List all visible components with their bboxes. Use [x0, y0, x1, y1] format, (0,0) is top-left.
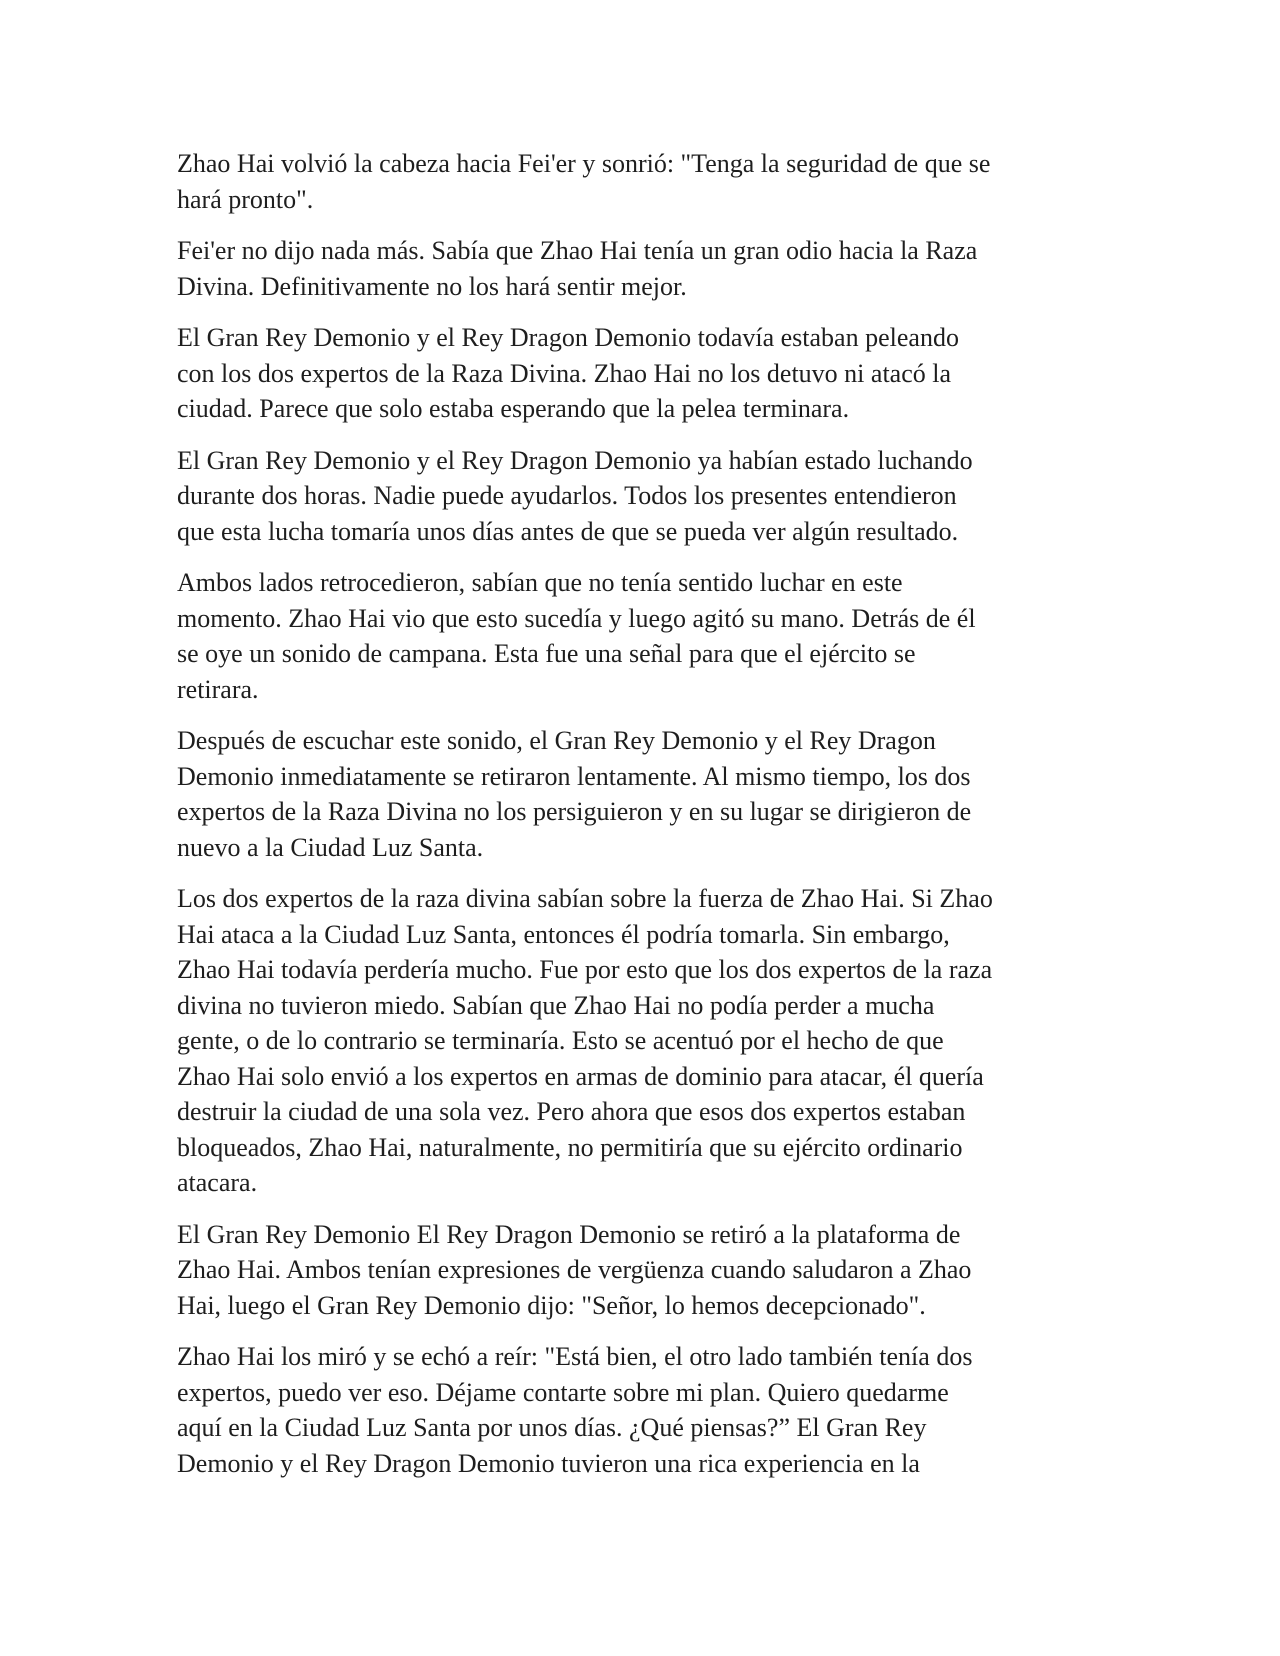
text-body [177, 146, 1107, 1497]
paragraph-5: Ambos lados retrocedieron, sabían que no tenía sentido luchar en este momento. Zhao Hai vio que esto sucedía y luego agitó su mano. Detrás de él se oye un sonido de campana. Esta fue una señal para que el ejército se retirara. [177, 568, 976, 704]
paragraph-4: El Gran Rey Demonio y el Rey Dragon Demonio ya habían estado luchando durante dos horas. Nadie puede ayudarlos. Todos los presentes entendieron que esta lucha tomaría unos días antes de que se pueda ver algún resultado. [177, 445, 973, 546]
paragraph-9: Zhao Hai los miró y se echó a reír: "Está bien, el otro lado también tenía dos expertos, puedo ver eso. Déjame contarte sobre mi plan. Quiero quedarme aquí en la Ciudad Luz Santa por unos días. ¿Qué piensas?” El Gran Rey Demonio y el Rey Dragon Demonio tuvieron una rica experiencia en la [177, 1342, 973, 1478]
paragraph-6: Después de escuchar este sonido, el Gran Rey Demonio y el Rey Dragon Demonio inmediatamente se retiraron lentamente. Al mismo tiempo, los dos expertos de la Raza Divina no los persiguieron y en su lugar se dirigieron de nuevo a la Ciudad Luz Santa. [177, 726, 972, 862]
paragraph-1: Zhao Hai volvió la cabeza hacia Fei'er y sonrió: "Tenga la seguridad de que se hará pronto". [177, 149, 991, 214]
paragraph-2: Fei'er no dijo nada más. Sabía que Zhao Hai tenía un gran odio hacia la Raza Divina. Definitivamente no los hará sentir mejor. [177, 236, 978, 301]
paragraph-8: El Gran Rey Demonio El Rey Dragon Demonio se retiró a la plataforma de Zhao Hai. Ambos tenían expresiones de vergüenza cuando saludaron a Zhao Hai, luego el Gran Rey Demonio dijo: "Señor, lo hemos decepcionado". [177, 1219, 972, 1320]
paragraph-7: Los dos expertos de la raza divina sabían sobre la fuerza de Zhao Hai. Si Zhao Hai ataca a la Ciudad Luz Santa, entonces él podría tomarla. Sin embargo, Zhao Hai todavía perdería mucho. Fue por esto que los dos expertos de la raza divina no tuvieron miedo. Sabían que Zhao Hai no podía perder a mucha gente, o de lo contrario se terminaría. Esto se acentuó por el hecho de que Zhao Hai solo envió a los expertos en armas de dominio para atacar, él quería destruir la ciudad de una sola vez. Pero ahora que esos dos expertos estaban bloqueados, Zhao Hai, naturalmente, no permitiría que su ejército ordinario atacara. [177, 884, 993, 1197]
paragraph-3: El Gran Rey Demonio y el Rey Dragon Demonio todavía estaban peleando con los dos expertos de la Raza Divina. Zhao Hai no los detuvo ni atacó la ciudad. Parece que solo estaba esperando que la pelea terminara. [177, 323, 959, 423]
